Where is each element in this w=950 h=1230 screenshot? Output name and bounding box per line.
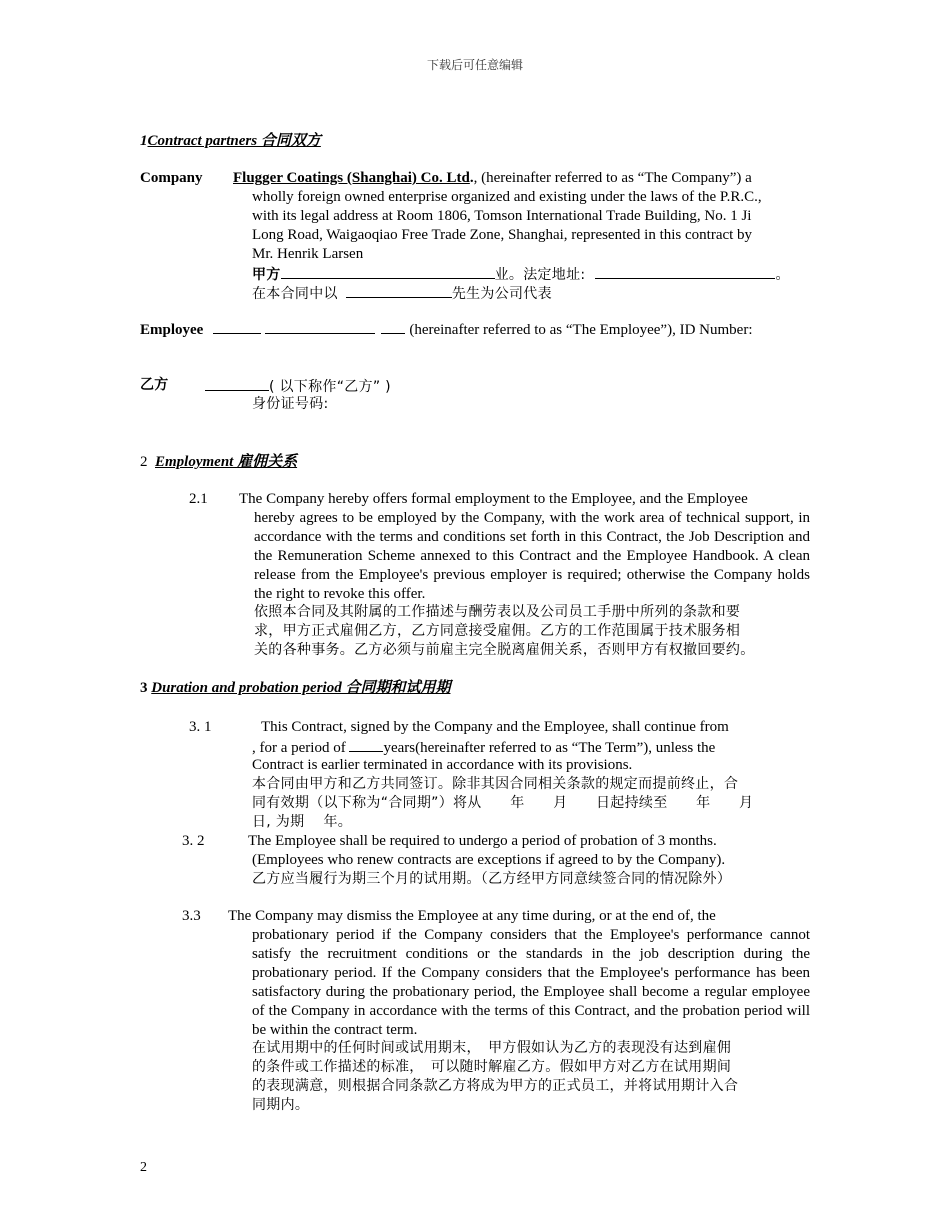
clause-2-1-cn-3: 关的各种事务。乙方必须与前雇主完全脱离雇佣关系，否则甲方有权撤回要约。	[254, 642, 755, 658]
clause-3-3-cn-3: 的表现满意，则根据合同条款乙方将成为甲方的正式员工，并将试用期计入合	[252, 1078, 739, 1094]
cn-party-a-label: 甲方	[252, 267, 281, 283]
clause-3-1-number: 3. 1	[189, 719, 212, 735]
clause-3-1-cn-3: 日, 为期 年。	[252, 814, 353, 830]
clause-3-2-en-1: The Employee shall be required to undergo a period of probation of 3 months.	[248, 833, 717, 849]
company-line-5: Mr. Henrik Larsen	[252, 246, 364, 262]
party-b-label: 乙方	[140, 377, 169, 393]
section-3-title: Duration and probation period 合同期和试用期	[151, 680, 451, 696]
clause-2-1-first-line: The Company hereby offers formal employment to the Employee, and the Employee	[239, 491, 748, 507]
employee-line	[140, 319, 752, 340]
cn-represent-post: 先生为公司代表	[451, 286, 552, 302]
company-line-4: Long Road, Waigaoqiao Free Trade Zone, Shanghai, represented in this contract by	[252, 227, 753, 243]
section-2-title: Employment 雇佣关系	[155, 454, 298, 470]
clause-3-2-cn: 乙方应当履行为期三个月的试用期。（乙方经甲方同意续签合同的情况除外）	[252, 871, 732, 887]
party-b-blank	[205, 376, 269, 391]
section-3-heading	[140, 679, 450, 698]
section-2-number: 2	[140, 454, 148, 470]
company-name: Flugger Coatings (Shanghai) Co. Ltd	[233, 170, 470, 186]
page-header: 下载后可任意编辑	[426, 58, 523, 72]
employee-blank-1	[213, 319, 261, 334]
section-1-number: 1	[140, 133, 148, 149]
cn-period: 。	[775, 267, 790, 283]
years-blank	[349, 737, 383, 752]
company-line-1: , (hereinafter referred to as “The Company”) a	[473, 170, 752, 186]
company-name-blank	[281, 264, 495, 279]
company-first-line	[233, 169, 752, 188]
employee-blank-3	[381, 319, 405, 334]
clause-2-1-body: hereby agrees to be employed by the Company, with the work area of technical support, in accordance with the terms and conditions set forth in this Contract, the Job Description and the Remuneration Scheme annexed to this Contract and the Employee Handbook. A clean release from the Employee's previous employer is required; otherwise the Company holds the right to revoke this offer.	[254, 510, 810, 602]
clause-3-3-en-first: The Company may dismiss the Employee at any time during, or at the end of, the	[228, 908, 716, 924]
section-1-heading	[140, 132, 321, 151]
party-b-text: ( 以下称作“乙方” )	[269, 379, 391, 395]
employee-label: Employee	[140, 322, 204, 338]
clause-3-3-body: probationary period if the Company considers that the Employee's performance cannot satisfy the recruitment conditions or the standards in the job description during the probationary period. If the Company considers that the Employee's performance has been satisfactory during the probationary period, the Employee shall become a regular employee of the Company in accordance with the terms of this Contract, and the probation period will be within the contract term.	[252, 927, 810, 1038]
clause-3-2-number: 3. 2	[182, 833, 205, 849]
cn-party-a-line	[252, 264, 790, 285]
clause-3-1-cn-1: 本合同由甲方和乙方共同签订。除非其因合同相关条款的规定而提前终止，合	[252, 776, 739, 792]
company-line-3: with its legal address at Room 1806, Tomson International Trade Building, No. 1 Ji	[252, 208, 752, 224]
company-label: Company	[140, 170, 203, 186]
cn-represent-line	[252, 283, 552, 304]
clause-3-1-en-2	[252, 737, 715, 758]
employee-blank-2	[265, 319, 375, 334]
section-3-number: 3	[140, 680, 148, 696]
clause-3-3-number: 3.3	[182, 908, 201, 924]
section-2-heading	[140, 453, 297, 472]
clause-2-1-number: 2.1	[189, 491, 208, 507]
representative-blank	[346, 283, 452, 298]
clause-3-3-cn-1: 在试用期中的任何时间或试用期末， 甲方假如认为乙方的表现没有达到雇佣	[252, 1040, 732, 1056]
company-line-2: wholly foreign owned enterprise organized and existing under the laws of the P.R.C.,	[252, 189, 762, 205]
cn-represent-pre: 在本合同中以	[252, 286, 338, 302]
cn-industry-address: 业。法定地址:	[494, 267, 586, 283]
company-name-dot: .	[469, 170, 474, 186]
address-blank	[595, 264, 775, 279]
section-1-title: Contract partners 合同双方	[147, 133, 321, 149]
clause-3-3-cn-2: 的条件或工作描述的标准， 可以随时解雇乙方。假如甲方对乙方在试用期间	[252, 1059, 732, 1075]
clause-3-1-cn-2: 同有效期（以下称为“合同期”）将从 年 月 日起持续至 年 月	[252, 795, 754, 811]
party-b-line	[205, 376, 391, 397]
clause-3-1-en-2b: years(hereinafter referred to as “The Term”), unless the	[383, 740, 716, 756]
employee-text: (hereinafter referred to as “The Employee”), ID Number:	[409, 322, 753, 338]
clause-3-1-en-3: Contract is earlier terminated in accordance with its provisions.	[252, 757, 633, 773]
clause-3-2-en-2: (Employees who renew contracts are exceptions if agreed to by the Company).	[252, 852, 726, 868]
clause-3-3-cn-4: 同期内。	[252, 1097, 310, 1113]
page-number: 2	[140, 1160, 147, 1175]
clause-2-1-cn-1: 依照本合同及其附属的工作描述与酬劳表以及公司员工手册中所列的条款和要	[254, 604, 741, 620]
id-number-cn: 身份证号码:	[252, 396, 329, 412]
clause-2-1-cn-2: 求，甲方正式雇佣乙方，乙方同意接受雇佣。乙方的工作范围属于技术服务相	[254, 623, 741, 639]
clause-3-1-en-2a: , for a period of	[252, 740, 346, 756]
clause-3-1-en-1: This Contract, signed by the Company and the Employee, shall continue from	[261, 719, 729, 735]
